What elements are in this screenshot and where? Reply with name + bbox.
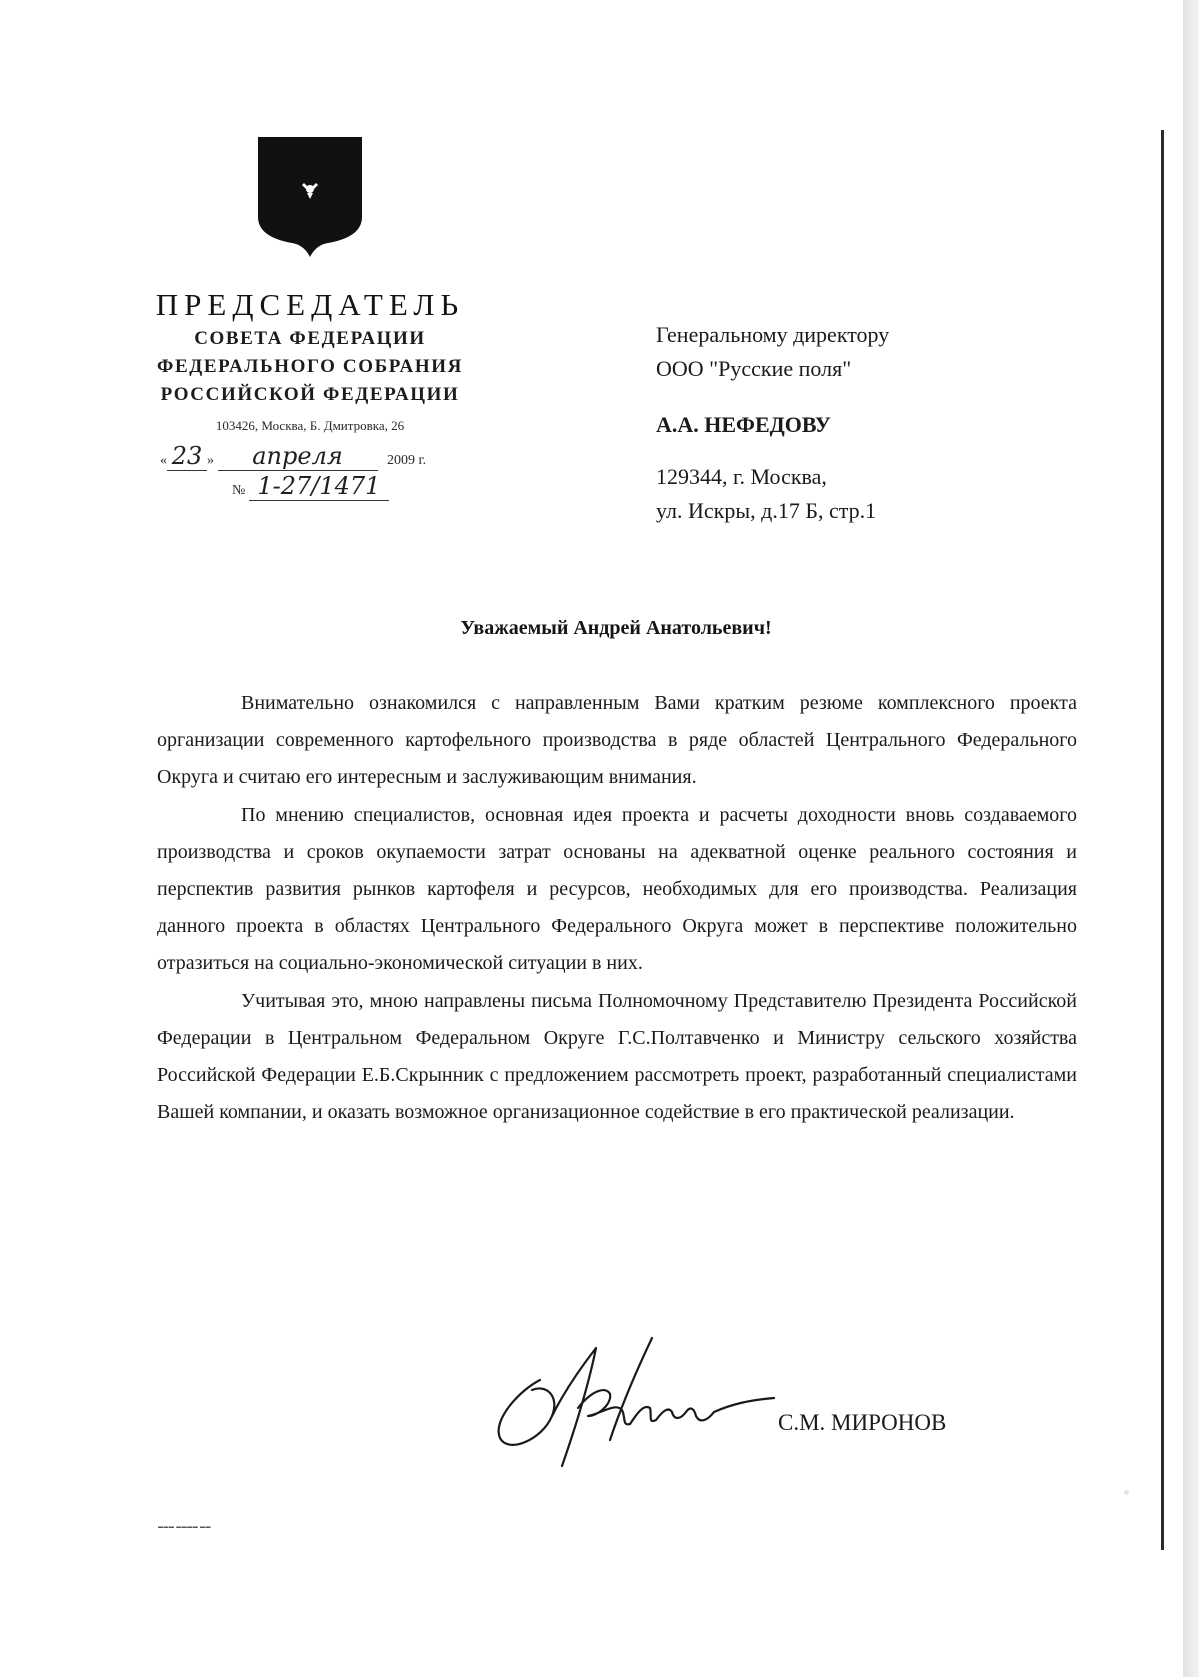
organization-address: 103426, Москва, Б. Дмитровка, 26	[215, 418, 405, 433]
number-label: №	[232, 483, 246, 498]
date-month: апреля	[218, 442, 378, 471]
print-mark: ▬▬▬ ▬▬▬▬ ▬▬	[158, 1525, 211, 1530]
recipient-block	[656, 318, 986, 528]
organization-header	[140, 285, 480, 435]
registration-block	[160, 442, 470, 498]
body-paragraph-1: Внимательно ознакомился с направленным Вами кратким резюме комплексного проекта организации современного картофельного производства в ряде областей Центрального Федерального Округа и считаю его интересным и заслуживающим внимания.	[157, 692, 1077, 789]
date-quote-open: «	[160, 453, 167, 468]
scan-edge-line	[1161, 130, 1164, 1550]
recipient-address-2: ул. Искры, д.17 Б, стр.1	[656, 498, 877, 523]
organization-title: ПРЕДСЕДАТЕЛЬ	[155, 287, 465, 322]
registration-number: 1-27/1471	[249, 472, 389, 501]
signer-name: С.М. МИРОНОВ	[778, 1410, 947, 1435]
salutation: Уважаемый Андрей Анатольевич!	[460, 617, 772, 639]
date-quote-close: »	[207, 453, 214, 468]
recipient-position-2: ООО "Русские поля"	[656, 356, 852, 381]
page-edge-shadow	[1183, 0, 1199, 1677]
organization-line-1: СОВЕТА ФЕДЕРАЦИИ	[194, 328, 426, 349]
handwritten-signature	[482, 1320, 792, 1470]
organization-line-2: ФЕДЕРАЛЬНОГО СОБРАНИЯ	[157, 356, 463, 377]
coat-of-arms-icon	[254, 133, 366, 259]
date-year: 2009 г.	[387, 453, 427, 468]
recipient-name: А.А. НЕФЕДОВУ	[656, 412, 831, 437]
body-paragraph-3: Учитывая это, мною направлены письма Полномочному Представителю Президента Российской Федерации в Центральном Федеральном Округе Г.С.Полтавченко и Министру сельского хозяйства Российской Федерации Е.Б.Скрынник с предложением рассмотреть проект, разработанный специалистами Вашей компании, и оказать возможное организационное содействие в его практической реализации.	[157, 989, 1077, 1124]
scan-speck	[1124, 1490, 1129, 1495]
letter-body	[157, 685, 1077, 1131]
date-day: 23	[167, 442, 207, 471]
registration-number-row	[160, 472, 470, 498]
organization-line-3: РОССИЙСКОЙ ФЕДЕРАЦИИ	[160, 384, 460, 405]
recipient-position-1: Генеральному директору	[656, 322, 890, 347]
recipient-address-1: 129344, г. Москва,	[656, 464, 827, 489]
body-paragraph-2: По мнению специалистов, основная идея проекта и расчеты доходности вновь создаваемого производства и сроков окупаемости затрат основаны на адекватной оценке реального состояния и перспектив развития рынков картофеля и ресурсов, необходимых для его производства. Реализация данного проекта в областях Центрального Федерального Округа может в перспективе положительно отразиться на социально-экономической ситуации в них.	[157, 803, 1077, 975]
registration-date	[160, 442, 470, 468]
